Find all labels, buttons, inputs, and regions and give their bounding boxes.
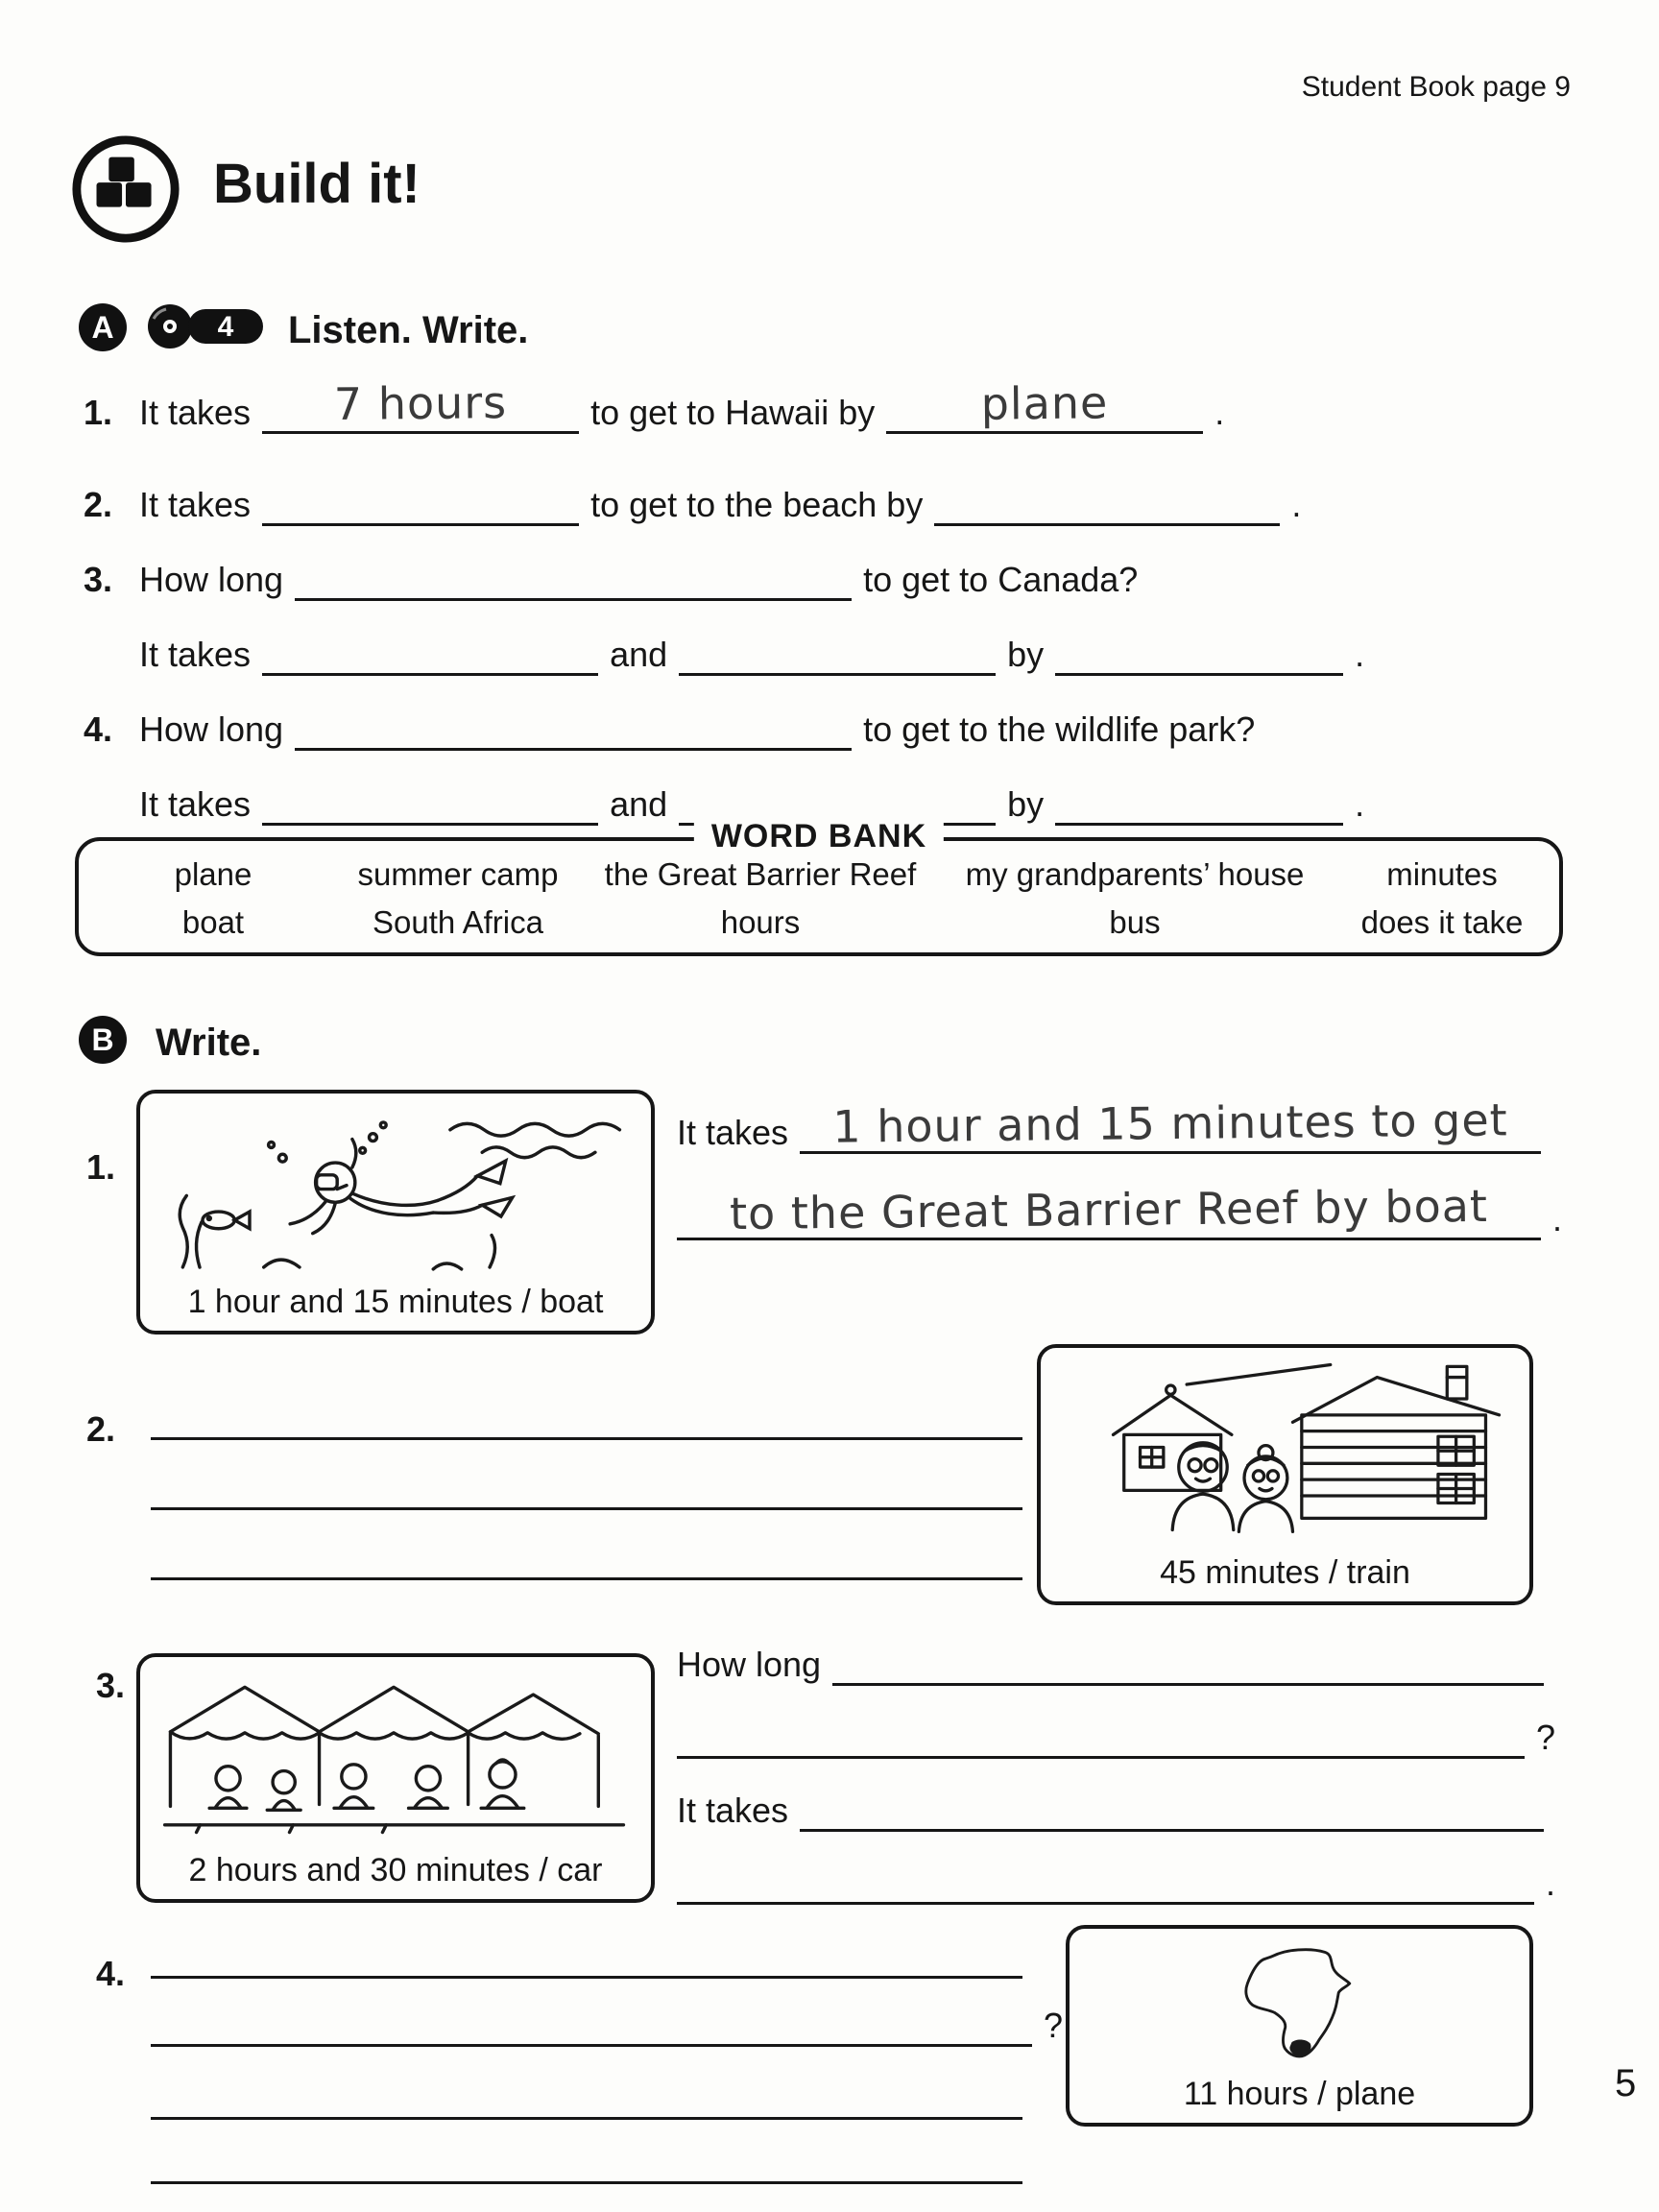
handwritten-answer: plane bbox=[980, 376, 1109, 430]
answer-blank[interactable] bbox=[262, 376, 579, 434]
period: . bbox=[1214, 392, 1225, 432]
question-4-row bbox=[84, 697, 1428, 751]
word-bank-item: boat bbox=[181, 904, 245, 940]
period: . bbox=[1355, 634, 1365, 674]
item-3-question-row-1 bbox=[677, 1632, 1555, 1686]
question-number: 4. bbox=[84, 709, 113, 749]
question-number: 1. bbox=[84, 392, 113, 432]
word-bank-item: hours bbox=[720, 904, 801, 940]
question-text: to get to the wildlife park? bbox=[863, 709, 1256, 749]
period: . bbox=[1291, 484, 1302, 524]
image-caption: 2 hours and 30 minutes / car bbox=[188, 1852, 603, 1888]
question-text: It takes bbox=[139, 484, 252, 524]
answer-blank[interactable] bbox=[677, 1895, 1534, 1905]
word-bank-item: plane bbox=[174, 856, 252, 892]
question-mark: ? bbox=[1043, 2005, 1063, 2045]
handwritten-answer: 7 hours bbox=[333, 376, 508, 431]
answer-line[interactable] bbox=[151, 2181, 1022, 2184]
question-mark: ? bbox=[1535, 1717, 1555, 1757]
question-number: 3. bbox=[84, 559, 113, 599]
question-text: How long bbox=[139, 709, 284, 749]
section-b-badge: B bbox=[79, 1016, 127, 1064]
answer-blank[interactable] bbox=[886, 376, 1203, 434]
answer-blank[interactable] bbox=[151, 2037, 1032, 2047]
item-1-answer-row-1 bbox=[677, 1083, 1552, 1154]
item-3-answer-row-2 bbox=[677, 1851, 1555, 1905]
section-a-badge: A bbox=[79, 303, 127, 351]
question-text: by bbox=[1007, 783, 1045, 824]
answer-blank[interactable] bbox=[1055, 666, 1343, 676]
answer-blank[interactable] bbox=[679, 666, 996, 676]
question-3-answer-row bbox=[84, 622, 1428, 676]
word-bank-item: the Great Barrier Reef bbox=[604, 856, 917, 892]
word-bank-title: WORD BANK bbox=[694, 818, 944, 855]
page-number: 5 bbox=[1615, 2062, 1637, 2104]
indent bbox=[84, 824, 139, 826]
word-bank-row bbox=[79, 856, 1559, 893]
answer-blank[interactable] bbox=[800, 1094, 1541, 1154]
item-1-number: 1. bbox=[86, 1147, 116, 1187]
grandparents-house-illustration bbox=[1050, 1358, 1521, 1551]
item-4-question-row bbox=[151, 1993, 1063, 2047]
answer-blank[interactable] bbox=[832, 1676, 1544, 1686]
answer-blank[interactable] bbox=[934, 517, 1280, 526]
answer-line[interactable] bbox=[151, 1577, 1022, 1580]
item-1-answer-row-2 bbox=[677, 1169, 1562, 1240]
image-caption: 1 hour and 15 minutes / boat bbox=[187, 1284, 604, 1320]
answer-blank[interactable] bbox=[677, 1179, 1541, 1240]
question-text: It takes bbox=[139, 392, 252, 432]
answer-blank[interactable] bbox=[295, 741, 852, 751]
period: . bbox=[1545, 1863, 1555, 1903]
answer-blank[interactable] bbox=[800, 1822, 1544, 1832]
period: . bbox=[1355, 783, 1365, 824]
camping-image-box bbox=[136, 1653, 655, 1903]
word-bank-item: minutes bbox=[1386, 856, 1498, 892]
question-text: by bbox=[1007, 634, 1045, 674]
word-bank-item: my grandparents’ house bbox=[965, 856, 1305, 892]
section-a-instruction: Listen. Write. bbox=[288, 309, 529, 351]
question-3-row bbox=[84, 547, 1428, 601]
answer-line[interactable] bbox=[151, 2117, 1022, 2120]
question-text: to get to Hawaii by bbox=[590, 392, 876, 432]
grandparents-image-box bbox=[1037, 1344, 1533, 1605]
answer-blank[interactable] bbox=[295, 591, 852, 601]
cd-track-number: 4 bbox=[217, 311, 234, 343]
word-bank-row bbox=[79, 904, 1559, 941]
answer-blank[interactable] bbox=[262, 517, 579, 526]
question-text: and bbox=[610, 634, 668, 674]
item-4-number: 4. bbox=[96, 1954, 126, 1993]
question-text: It takes bbox=[139, 634, 252, 674]
answer-line[interactable] bbox=[151, 1976, 1022, 1979]
prompt-text: It takes bbox=[677, 1790, 789, 1830]
section-b-instruction: Write. bbox=[156, 1022, 262, 1064]
student-book-reference: Student Book page 9 bbox=[1301, 71, 1571, 103]
answer-blank[interactable] bbox=[677, 1749, 1525, 1759]
handwritten-answer: to the Great Barrier Reef by boat bbox=[729, 1179, 1489, 1240]
image-caption: 11 hours / plane bbox=[1183, 2076, 1416, 2112]
indent bbox=[84, 674, 139, 676]
answer-blank[interactable] bbox=[1055, 816, 1343, 826]
answer-line[interactable] bbox=[151, 1437, 1022, 1440]
page-title: Build it! bbox=[213, 153, 421, 215]
question-text: How long bbox=[139, 559, 284, 599]
item-3-number: 3. bbox=[96, 1666, 126, 1705]
word-bank-item: does it take bbox=[1360, 904, 1524, 940]
answer-blank[interactable] bbox=[262, 816, 598, 826]
question-text: to get to Canada? bbox=[863, 559, 1139, 599]
question-number: 2. bbox=[84, 484, 113, 524]
question-text: and bbox=[610, 783, 668, 824]
prompt-text: How long bbox=[677, 1644, 822, 1684]
prompt-text: It takes bbox=[677, 1112, 789, 1152]
item-3-question-row-2 bbox=[677, 1705, 1555, 1759]
africa-map-image-box bbox=[1066, 1925, 1533, 2127]
africa-map-illustration bbox=[1228, 1938, 1372, 2072]
word-bank-item: South Africa bbox=[373, 904, 543, 940]
image-caption: 45 minutes / train bbox=[1160, 1554, 1410, 1591]
answer-blank[interactable] bbox=[262, 666, 598, 676]
blocks-logo-icon bbox=[69, 132, 182, 251]
question-1-row bbox=[84, 374, 1428, 434]
handwritten-answer: 1 hour and 15 minutes to get bbox=[832, 1094, 1508, 1153]
word-bank-item: summer camp bbox=[357, 856, 559, 892]
answer-line[interactable] bbox=[151, 1507, 1022, 1510]
question-2-row bbox=[84, 472, 1428, 526]
cd-icon bbox=[144, 300, 269, 358]
camping-illustration bbox=[151, 1667, 640, 1848]
item-2-number: 2. bbox=[86, 1409, 116, 1449]
snorkeler-image-box bbox=[136, 1090, 655, 1334]
word-bank bbox=[75, 818, 1563, 956]
question-text: to get to the beach by bbox=[590, 484, 924, 524]
snorkeler-illustration bbox=[151, 1103, 640, 1280]
item-3-answer-row-1 bbox=[677, 1778, 1555, 1832]
period: . bbox=[1551, 1198, 1562, 1238]
word-bank-item: bus bbox=[1109, 904, 1161, 940]
question-text: It takes bbox=[139, 783, 252, 824]
